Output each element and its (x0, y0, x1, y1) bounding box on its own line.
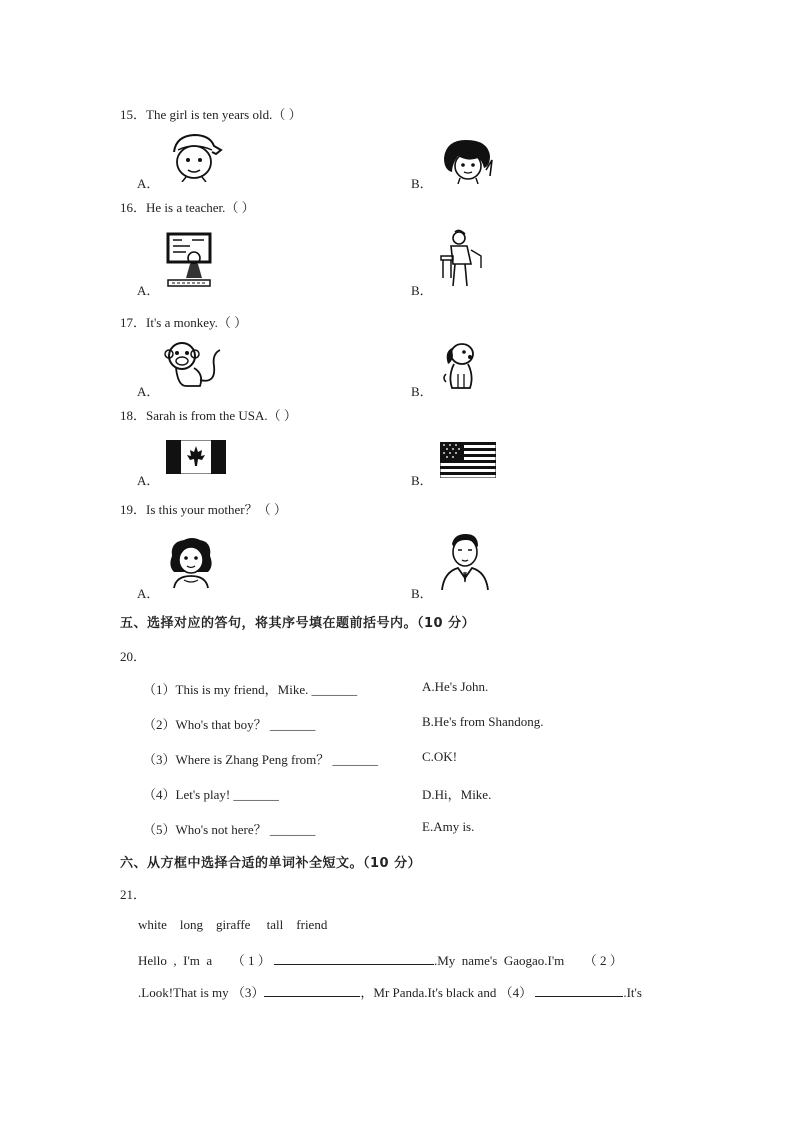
man-in-suit-icon[interactable] (438, 532, 492, 590)
word-bank-item: giraffe (216, 917, 251, 932)
word-bank-item: friend (296, 917, 328, 932)
section-5-heading: 五、选择对应的答句，将其序号填在题前括号内。（10 分） (120, 616, 476, 631)
passage-text: ，Mr Panda.It's black and （4） (360, 985, 533, 1000)
girl-long-hair-icon[interactable] (438, 136, 498, 184)
blank-number: （ 2 ） (583, 953, 623, 968)
option-b-label: B． (411, 473, 433, 488)
blank-number: （ 1 ） (231, 953, 271, 968)
match-left-item[interactable]: （2）Who's that boy？ _______ (143, 717, 316, 732)
option-b-label: B． (411, 283, 433, 298)
answer-blank-1[interactable] (274, 952, 434, 965)
word-bank-item: long (179, 917, 204, 932)
option-a-label: A． (137, 176, 160, 191)
monkey-icon[interactable] (164, 340, 224, 390)
match-right-item: C.OK! (422, 749, 458, 764)
option-a-label: A． (137, 586, 160, 601)
question-17: 17．It's a monkey.（ ） (120, 315, 248, 330)
option-b-label: B． (411, 176, 433, 191)
word-bank-item: white (138, 917, 167, 932)
match-left-item[interactable]: （5）Who's not here？ _______ (143, 822, 316, 837)
question-15: 15．The girl is ten years old.（ ） (120, 107, 302, 122)
question-18: 18．Sarah is from the USA.（ ） (120, 408, 297, 423)
question-20-number: 20． (120, 649, 147, 664)
match-left-item[interactable]: （1）This is my friend，Mike. _______ (143, 682, 358, 697)
match-right-item: A.He's John. (422, 679, 489, 694)
passage-text: .My name's Gaogao.I'm (433, 953, 565, 968)
option-a-label: A． (137, 283, 160, 298)
match-left-item[interactable]: （4）Let's play! _______ (143, 787, 279, 802)
option-b-label: B． (411, 586, 433, 601)
usa-flag-icon[interactable] (440, 442, 496, 478)
answer-blank-4[interactable] (535, 984, 623, 997)
passage-text: .It's (623, 985, 642, 1000)
match-right-item: B.He's from Shandong. (422, 714, 544, 729)
man-at-desk-icon[interactable] (437, 228, 485, 288)
question-19: 19．Is this your mother？（ ） (120, 502, 287, 517)
passage-text: .Look!That is my （3） (138, 985, 265, 1000)
match-left-item[interactable]: （3）Where is Zhang Peng from？ _______ (143, 752, 379, 767)
match-right-item: E.Amy is. (422, 819, 475, 834)
curly-hair-woman-icon[interactable] (164, 536, 218, 590)
word-bank (138, 917, 327, 933)
boy-with-cap-icon[interactable] (164, 130, 224, 182)
question-16: 16．He is a teacher.（ ） (120, 200, 255, 215)
option-a-label: A． (137, 473, 160, 488)
match-right-item: D.Hi，Mike. (422, 787, 492, 802)
option-b-label: B． (411, 384, 433, 399)
dog-icon[interactable] (440, 342, 480, 390)
passage-text: Hello , I'm a (138, 953, 213, 968)
canada-flag-icon[interactable] (166, 440, 226, 474)
word-bank-item: tall (266, 917, 284, 932)
teacher-at-blackboard-icon[interactable] (164, 228, 214, 288)
section-6-heading: 六、从方框中选择合适的单词补全短文。（10 分） (120, 856, 422, 871)
passage-line-1 (138, 950, 623, 969)
answer-blank-3[interactable] (264, 984, 360, 997)
passage-line-2 (138, 982, 642, 1001)
question-21-number: 21． (120, 887, 147, 902)
option-a-label: A． (137, 384, 160, 399)
